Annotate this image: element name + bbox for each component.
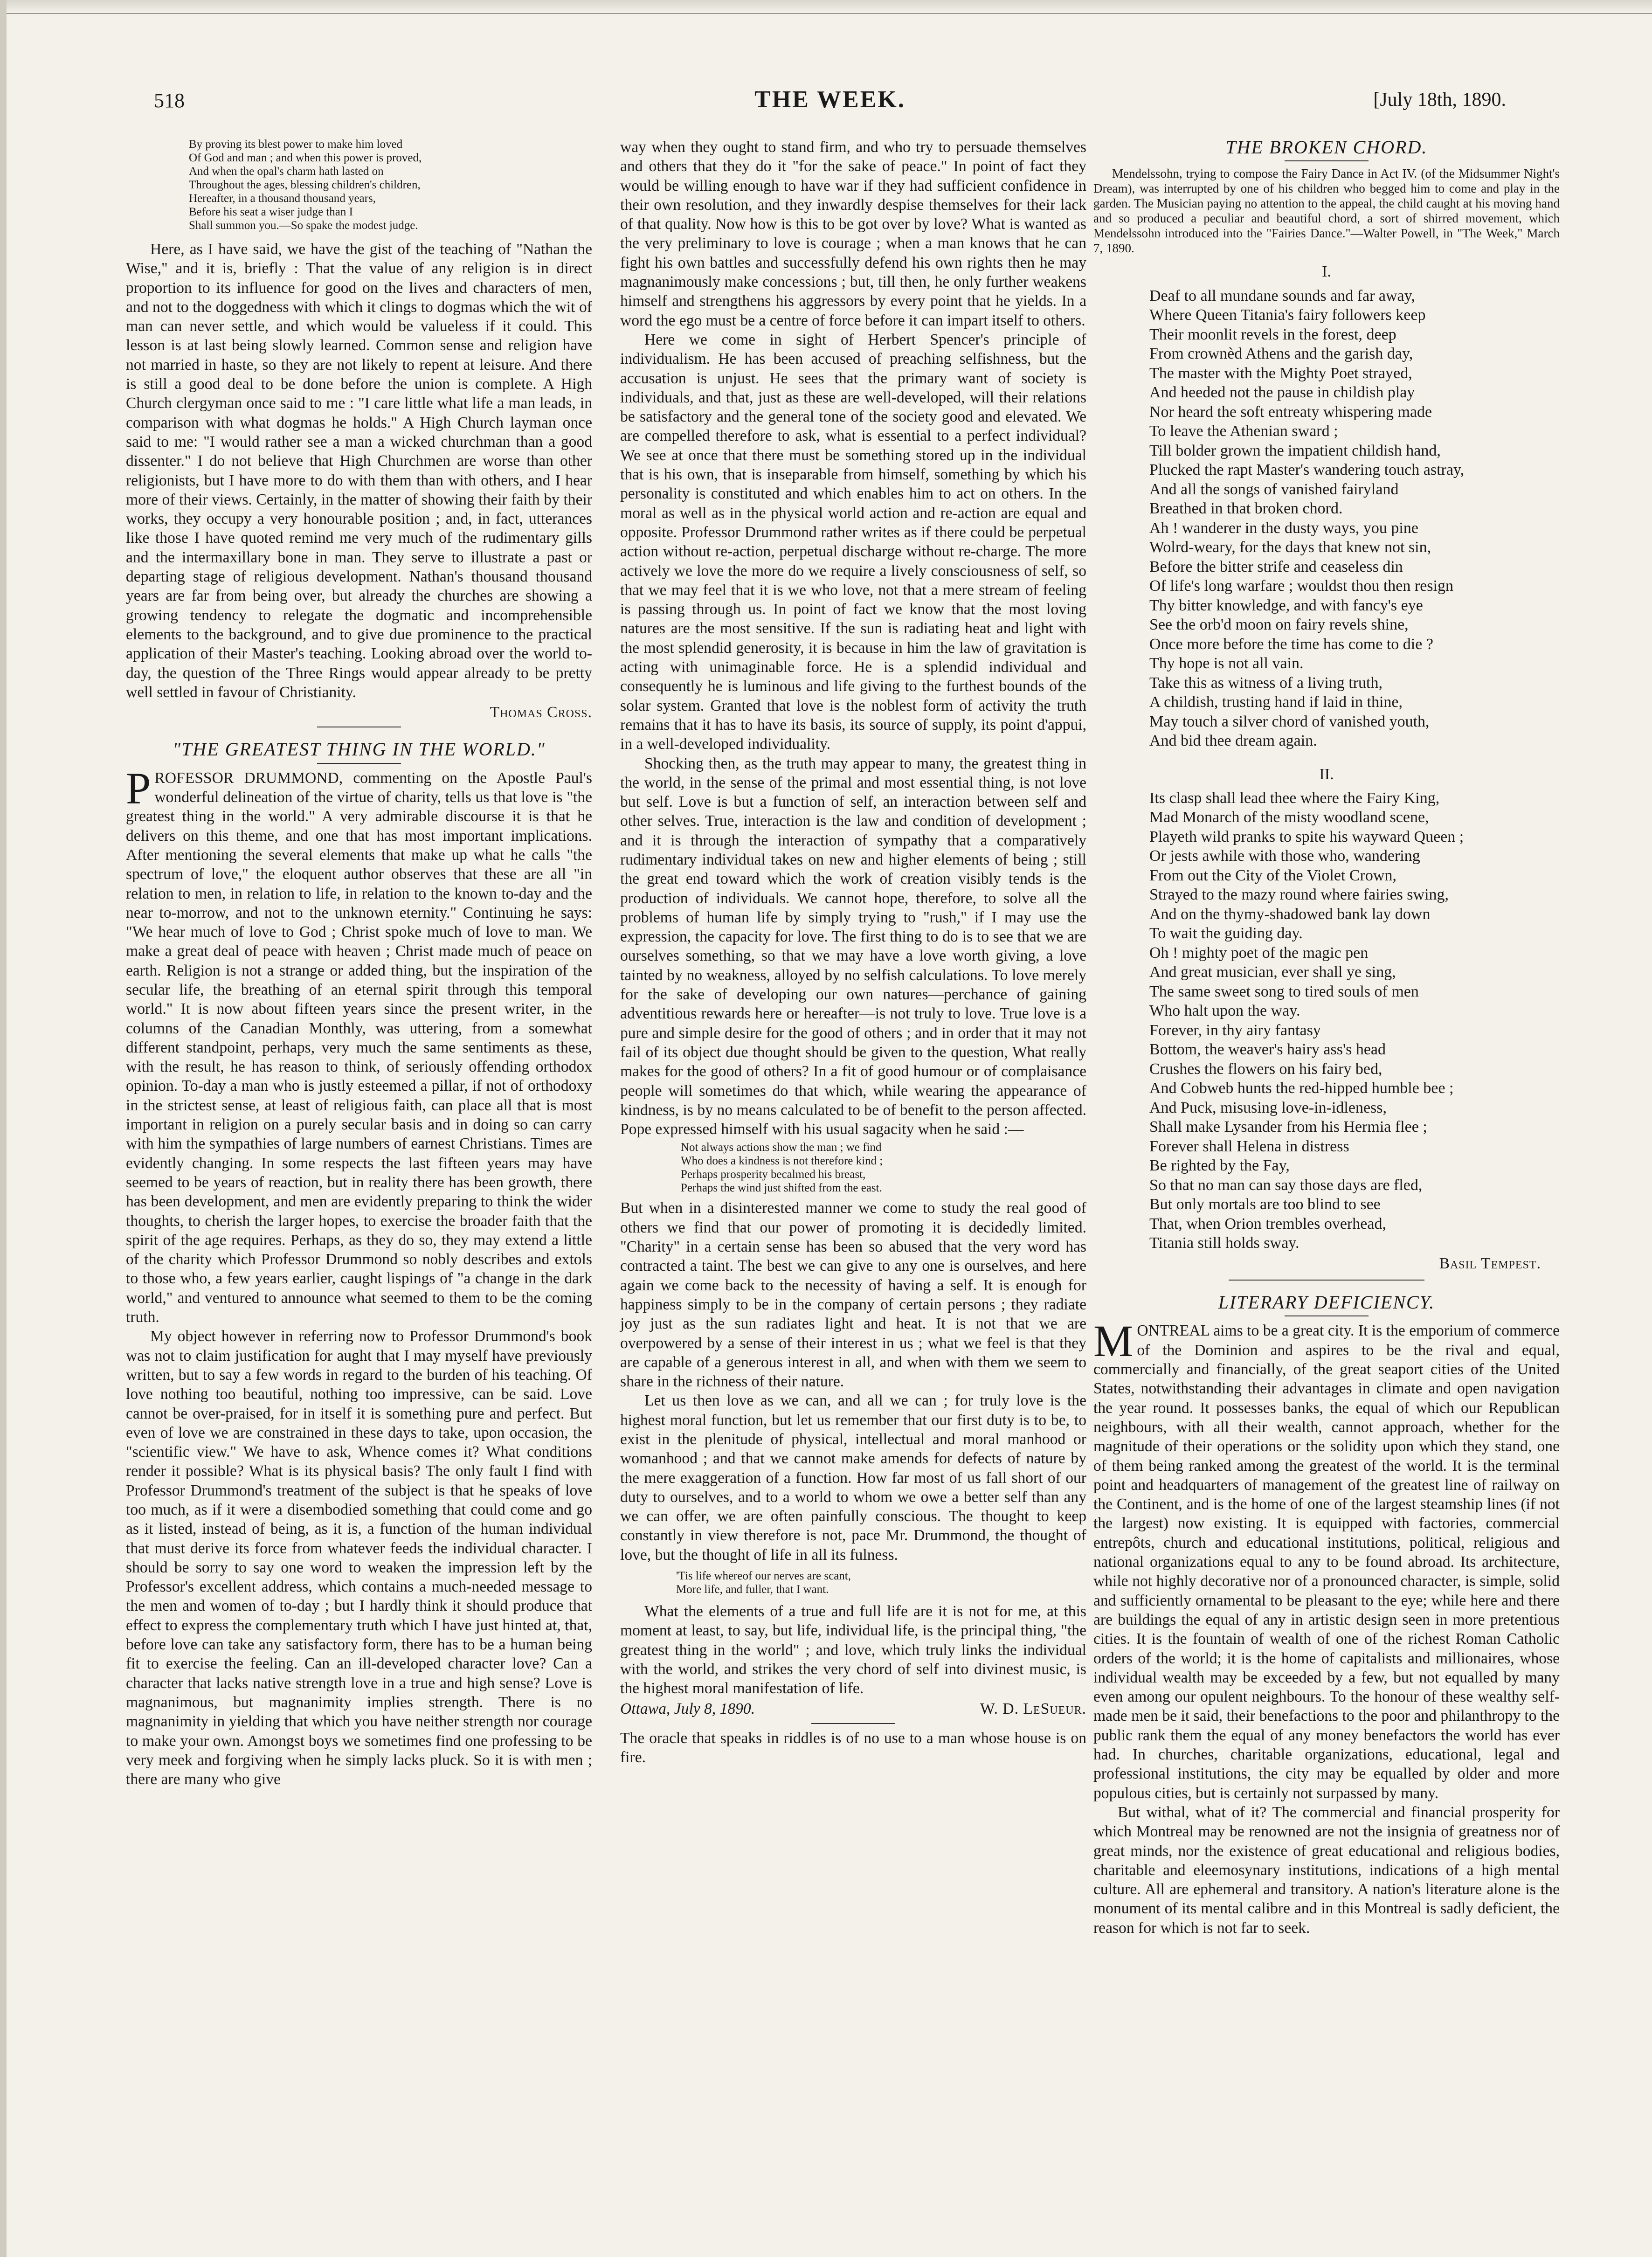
column-3 xyxy=(1093,138,1560,1938)
drop-cap: P xyxy=(126,763,151,813)
verse-line: Oh ! mighty poet of the magic pen xyxy=(1149,944,1369,962)
quote-line: More life, and fuller, that I want. xyxy=(676,1583,829,1596)
poem-line: And when the opal's charm hath lasted on xyxy=(189,165,384,178)
verse-line: And Cobweb hunts the red-hipped humble bee ; xyxy=(1149,1080,1454,1097)
author-name: Basil Tempest. xyxy=(1439,1254,1541,1272)
drop-cap: M xyxy=(1093,1316,1134,1366)
poem-line: Of God and man ; and when this power is proved, xyxy=(189,152,422,164)
article-paragraph: Shocking then, as the truth may appear to many, the greatest thing in the world, in the sense of the primal and most essential thing, is not love but self. Love is but a function of self, an interaction between self and other selves. True, interaction is the law and condition of development ; and it is through the interaction of sympathy that a comparatively rudimentary individual takes on new and higher elements of being ; still the great end toward which the work of creation visibly tends is the production of individuals. We cannot hope, therefore, to solve all the problems of human life by simply trying to "rush," if I may use the expression, the capacity for love. The first thing to do is to see that we are ourselves something, so that we may have a love worth giving, a love tainted by no weakness, alloyed by no selfish calculations. To love merely for the sake of developing our own natures—perchance of gaining adventitious rewards here or hereafter—is not truly to love. True love is a pure and simple desire for the good of others ; and in order that it may not fail of its object due thought should be given to the question, What really makes for the good of others? In a fit of good humour or of complaisance people will sometimes do that which, while wearing the appearance of kindness, is by no means calculated to be of benefit to the person affected. Pope expressed himself with his usual sagacity when he said :— xyxy=(620,755,1086,1138)
verse-line: From out the City of the Violet Crown, xyxy=(1149,866,1396,884)
poem-line: By proving its blest power to make him loved xyxy=(189,138,403,151)
poem-part-2 xyxy=(1149,789,1560,1253)
verse-line: And all the songs of vanished fairyland xyxy=(1149,480,1399,498)
closing-note: The oracle that speaks in riddles is of no use to a man whose house is on fire. xyxy=(620,1729,1086,1766)
verse-line: Where Queen Titania's fairy followers keep xyxy=(1149,306,1426,324)
pope-quotation xyxy=(681,1141,1086,1195)
author-signature xyxy=(1093,1254,1541,1273)
article-signature xyxy=(620,1699,1086,1718)
article-paragraph xyxy=(126,763,592,1327)
verse-line: May touch a silver chord of vanished youth, xyxy=(1149,713,1430,730)
verse-line: Once more before the time has come to die ? xyxy=(1149,635,1433,653)
part-numeral: II. xyxy=(1319,765,1334,783)
verse-line: Thy bitter knowledge, and with fancy's eye xyxy=(1149,596,1423,614)
verse-line: The same sweet song to tired souls of men xyxy=(1149,983,1419,1000)
verse-line: Wolrd-weary, for the days that knew not sin, xyxy=(1149,539,1431,556)
verse-line: Deaf to all mundane sounds and far away, xyxy=(1149,287,1415,305)
title-rule xyxy=(1285,1315,1369,1316)
verse-line: Ah ! wanderer in the dusty ways, you pine xyxy=(1149,519,1418,537)
verse-line: Their moonlit revels in the forest, deep xyxy=(1149,325,1396,343)
title-rule xyxy=(317,763,401,764)
opening-poem xyxy=(189,138,592,232)
verse-line: A childish, trusting hand if laid in thine, xyxy=(1149,693,1403,711)
page-top-edge xyxy=(0,0,1652,14)
verse-line: Thy hope is not all vain. xyxy=(1149,655,1304,672)
verse-line: Bottom, the weaver's hairy ass's head xyxy=(1149,1041,1386,1059)
verse-line: Mad Monarch of the misty woodland scene, xyxy=(1149,809,1429,826)
poem-line: Shall summon you.—So spake the modest judge. xyxy=(189,219,418,232)
quote-line: Perhaps prosperity becalmed his breast, xyxy=(681,1168,866,1181)
verse-line: Crushes the flowers on his fairy bed, xyxy=(1149,1060,1382,1078)
journal-title: THE WEEK. xyxy=(754,86,905,113)
life-quotation xyxy=(676,1569,1086,1596)
article-title: "THE GREATEST THING IN THE WORLD." xyxy=(173,739,546,760)
verse-line: The master with the Mighty Poet strayed, xyxy=(1149,364,1412,382)
section-divider xyxy=(811,1723,895,1724)
poem-line: Before his seat a wiser judge than I xyxy=(189,206,353,218)
verse-line: Its clasp shall lead thee where the Fairy King, xyxy=(1149,789,1440,807)
verse-line: And heeded not the pause in childish play xyxy=(1149,384,1415,402)
verse-line: But only mortals are too blind to see xyxy=(1149,1196,1381,1213)
page-number: 518 xyxy=(154,89,185,112)
paragraph-text: ONTREAL aims to be a great city. It is the emporium of commerce of the Dominion and aspires to be the rival and equal, commercially and financially, of the great seaport cities of the United States, notwithstanding their advantages in climate and open navigation the year round. It possesses banks, the equal of which our Republican neighbours, with all their wealth, cannot approach, whether for the magnitude of their operations or the solidity upon which they stand, one of them being ranked among the greatest of the world. It is the terminal point and headquarters of management of the greatest line of railway on the Continent, and is the home of one of the largest steamship lines (if not the largest) now existing. It is equipped with factories, commercial entrepôts, church and educational institutions, political, religious and national organizations equal to any to be found abroad. Its architecture, while not highly decorative nor of a pronounced character, is simple, solid and sufficiently ornamental to be pleasant to the eye; while here and there are buildings the equal of any in artistic design seen in more pretentious cities. It is the fountain of wealth of one of the richest Roman Catholic orders of the world; it is the home of capitalists and millionaires, whose individual wealth may be exceeded by a few, but not equalled by many even among our opulent neighbours. To the honour of these wealthy self-made men be it said, their benefactions to the poor and philanthropy to the public rank them the equal of any money benefactors the world has ever had. In churches, charitable organizations, educational, legal and professional institutions, the city may be equalled by older and more populous cities, but is certainly not surpassed by many. xyxy=(1093,1322,1560,1802)
verse-line: And bid thee dream again. xyxy=(1149,732,1317,750)
part-numeral: I. xyxy=(1322,263,1331,281)
quote-line: Who does a kindness is not therefore kind ; xyxy=(681,1155,883,1168)
title-rule xyxy=(1285,160,1369,161)
place-date: Ottawa, July 8, 1890. xyxy=(620,1700,755,1717)
verse-line: And on the thymy-shadowed bank lay down xyxy=(1149,905,1431,923)
poem-part-1 xyxy=(1149,286,1560,751)
verse-line: Who halt upon the way. xyxy=(1149,1002,1300,1020)
verse-line: Till bolder grown the impatient childish hand, xyxy=(1149,442,1441,459)
verse-line: To leave the Athenian sward ; xyxy=(1149,422,1338,440)
verse-line: Or jests awhile with those who, wandering xyxy=(1149,847,1420,865)
quote-line: 'Tis life whereof our nerves are scant, xyxy=(676,1570,851,1583)
verse-line: That, when Orion trembles overhead, xyxy=(1149,1215,1386,1232)
author-signature xyxy=(126,703,592,722)
quote-line: Perhaps the wind just shifted from the east. xyxy=(681,1182,882,1195)
article-paragraph: Here we come in sight of Herbert Spencer's principle of individualism. He has been accused of preaching selfishness, but the accusation is unjust. He sees that the primary want of society is individuals, and that, just as these are well-developed, will their relations be satisfactory and the general tone of the society good and elevated. We are compelled therefore to ask, what is essential to a perfect individual? We see at once that there must be something stored up in the individual that is his own, that is inseparable from himself, something by which his personality is constituted and which enables him to act on others. In the moral as well as in the physical world action and re-action are equal and opposite. Professor Drummond rather writes as if there could be perpetual action without re-action, perpetual discharge without re-charge. The more actively we love the more do we require a lively consciousness of self, so that we may feel that it is we who love, not that a mere stream of feeling is passing through us. In point of fact we know that the most loving natures are the most sensitive. If the sun is radiating heat and light with the most splendid generosity, it is because in him the law of gravitation is acting with unimaginable force. He is a splendid individual and consequently he is luminous and life giving to the furthest bounds of the solar system. Granted that love is the noblest form of activity the truth remains that it has to have its basis, its source of supply, its point d'appui, in a well-developed individuality. xyxy=(620,331,1086,753)
poem-title: THE BROKEN CHORD. xyxy=(1225,137,1428,158)
verse-line: And great musician, ever shall ye sing, xyxy=(1149,963,1396,981)
column-2 xyxy=(620,138,1086,1767)
verse-line: Breathed in that broken chord. xyxy=(1149,500,1343,518)
verse-line: To wait the guiding day. xyxy=(1149,925,1303,942)
verse-line: And Puck, misusing love-in-idleness, xyxy=(1149,1099,1387,1116)
article-paragraph: Here, as I have said, we have the gist of the teaching of "Nathan the Wise," and it is, briefly : That the value of any religion is in direct proportion to its influence for good on the lives and characters of men, and not to the doggedness with which it clings to dogmas which the wit of man can never settle, and which would be valueless if it could. This lesson is at last being slowly learned. Common sense and religion have not married in haste, so they are not likely to repent at leisure. And there is still a good deal to be done before the union is complete. A High Church clergyman once said to me : "I care little what life a man leads, in comparison with what dogmas he holds." A High Church layman once said to me: "I would rather see a man a wicked churchman than a good dissenter." I do not believe that High Churchmen are worse than other religionists, but I have more to do with them than with others, and I hear more of their views. Certainly, in the matter of showing their faith by their works, they occupy a very honourable position ; and, in fact, utterances like those I have quoted remind me very much of the rudimentary gills and the intermaxillary bone in man. They serve to illustrate a past or departing stage of religious development. Nathan's thousand thousand years are far from being over, but already the churches are showing a growing tendency to relegate the dogmatic and incomprehensible elements to the background, and to give due prominence to the practical application of their Master's teaching. Looking abroad over the world to-day, the question of the Three Rings would appear already to be pretty well settled in favour of Christianity. xyxy=(126,241,592,701)
quote-line: Not always actions show the man ; we find xyxy=(681,1141,882,1154)
article-paragraph: Let us then love as we can, and all we can ; for truly love is the highest moral function, but let us remember that our first duty is to be, to exist in the plenitude of physical, intellectual and moral manhood or womanhood ; and that we cannot make amends for defects of nature by the mere exaggeration of a function. How far most of us fall short of our duty to ourselves, and to a world to whom we owe a better self than any we can offer, we are often painfully conscious. The thought to keep constantly in view therefore is not, pace Mr. Drummond, the thought of love, but the thought of life in all its fulness. xyxy=(620,1392,1086,1564)
verse-line: Be righted by the Fay, xyxy=(1149,1157,1290,1175)
verse-line: From crownèd Athens and the garish day, xyxy=(1149,345,1413,363)
article-title: LITERARY DEFICIENCY. xyxy=(1218,1292,1435,1313)
section-divider xyxy=(1229,1280,1424,1281)
article-paragraph xyxy=(1093,1316,1560,1802)
poem-line: Hereafter, in a thousand thousand years, xyxy=(189,192,376,205)
verse-line: Before the bitter strife and ceaseless din xyxy=(1149,558,1403,575)
author-name: W. D. LeSueur. xyxy=(980,1700,1086,1717)
verse-line: Nor heard the soft entreaty whispering made xyxy=(1149,403,1432,421)
article-paragraph: What the elements of a true and full life are it is not for me, at this moment at least, to say, but life, individual life, is the principal thing, "the greatest thing in the world" ; and love, which truly links the individual with the world, and strikes the very chord of self into divinest music, is the highest moral manifestation of life. xyxy=(620,1603,1086,1697)
verse-line: Forever, in thy airy fantasy xyxy=(1149,1021,1321,1039)
article-paragraph: My object however in referring now to Professor Drummond's book was not to claim justification for aught that I may myself have previously written, but to say a few words in regard to the burden of his teaching. Of love nothing too beautiful, nothing too impressive, can be said. Love cannot be over-praised, for in itself it is something pure and perfect. But even of love we are constrained in these days to take, upon occasion, the "scientific view." We have to ask, Whence comes it? What conditions render it possible? What is its physical basis? The only fault I find with Professor Drummond's treatment of the subject is that he speaks of love too much, as if it were a disembodied something that could come and go as it listed, instead of being, as it is, a function of the human individual that must derive its force from whatever feeds the individual character. I should be sorry to say one word to weaken the impression left by the Professor's excellent address, which contains a much-needed message to the men and women of to-day ; but I hardly think it should produce that effect to express the complementary truth which I have just hinted at, that, before love can take any satisfactory form, there has to be a human being fit to exercise the feeling. Can an ill-developed character love? Can a character that lacks native strength love in a true and high sense? Love is magnanimous, but magnanimity implies strength. There is no magnanimity in yielding that which you have neither strength nor courage to make your own. Amongst boys we sometimes find one professing to be very meek and forgiving when he simply lacks pluck. So it is with men ; there are many who give xyxy=(126,1328,592,1788)
article-paragraph: But withal, what of it? The commercial and financial prosperity for which Montreal may be renowned are not the insignia of greatness nor of great minds, nor the existence of great educational and religious bodies, charitable and eleemosynary institutions, indications of a high mental culture. All are ephemeral and transitory. A nation's literature alone is the monument of its mental calibre and in this Montreal is sadly deficient, the reason for which is not far to seek. xyxy=(1093,1803,1560,1937)
verse-line: See the orb'd moon on fairy revels shine, xyxy=(1149,616,1409,634)
article-paragraph: way when they ought to stand firm, and who try to persuade themselves and others that they do it "for the sake of peace." In point of fact they would be willing enough to have war if they had sufficient confidence in their own resolution, and they inwardly despise themselves for their lack of that quality. Now how is this to be got over by love? What is wanted as the very preliminary to love is courage ; when a man knows that he can fight his own battles and successfully defend his own rights then he may magnanimously make concessions ; but, till then, he only further weakens himself and strengthens his aggressors by every point that he yields. In a word the ego must be a centre of force before it can impart itself to others. xyxy=(620,138,1086,329)
article-paragraph: But when in a disinterested manner we come to study the real good of others we find that our power of promoting it is decidedly limited. "Charity" in a certain sense has been so abused that the very word has contracted a taint. The best we can give to any one is ourselves, and here again we come back to the necessity of having a self. It is enough for happiness simply to be in the company of certain persons ; they radiate joy just as the sun radiates light and heat. It is not that we are overpowered by a sense of their interest in us ; what we feel is that they are capable of a generous interest in all, and when with them we seem to share in the richness of their nature. xyxy=(620,1199,1086,1391)
poem-preface: Mendelssohn, trying to compose the Fairy Dance in Act IV. (of the Midsummer Night's Dream), was interrupted by one of his children who begged him to come and play in the garden. The Musician paying no attention to the appeal, the child caught at his moving hand and so produced a peculiar and beautiful chord, a sort of shirred movement, which Mendelssohn introduced into the "Fairies Dance."—Walter Powell, in "The Week," March 7, 1890. xyxy=(1093,166,1560,256)
verse-line: So that no man can say those days are fled, xyxy=(1149,1176,1423,1194)
page-header xyxy=(154,86,1506,121)
verse-line: Titania still holds sway. xyxy=(1149,1234,1299,1252)
verse-line: Strayed to the mazy round where fairies swing, xyxy=(1149,886,1449,904)
poem-line: Throughout the ages, blessing children's children, xyxy=(189,179,421,191)
verse-line: Forever shall Helena in distress xyxy=(1149,1137,1349,1155)
verse-line: Playeth wild pranks to spite his wayward Queen ; xyxy=(1149,828,1464,845)
verse-line: Of life's long warfare ; wouldst thou then resign xyxy=(1149,577,1453,595)
author-name: Thomas Cross. xyxy=(490,704,592,721)
issue-date: [July 18th, 1890. xyxy=(1373,89,1506,111)
verse-line: Plucked the rapt Master's wandering touch astray, xyxy=(1149,461,1465,479)
paragraph-text: ROFESSOR DRUMMOND, commenting on the Apostle Paul's wonderful delineation of the virtue of charity, tells us that love is "the greatest thing in the world." A very admirable discourse it is that he delivers on this theme, and one that has most important implications. After mentioning the several elements that make up what he calls "the spectrum of love," the eloquent author observes that these are all "in relation to men, in relation to life, in relation to the known to-day and the near to-morrow, and not to the unknown eternity." Continuing he says: "We hear much of love to God ; Christ spoke much of love to man. We make a great deal of peace with heaven ; Christ made much of peace on earth. Religion is not a strange or added thing, but the inspiration of the secular life, the breathing of an eternal spirit through this temporal world." It is now about fifteen years since the present writer, in the columns of the Canadian Monthly, was uttering, from a somewhat different standpoint, perhaps, very much the same sentiments as these, with the result, he has reason to think, of seriously offending orthodox opinion. To-day a man who is justly esteemed a pillar, if not of orthodoxy in the strictest sense, at least of religious faith, can place all that is most important in religion on a purely secular basis and in doing so can carry with him the sympathies of large numbers of earnest Christians. Times are evidently changing. In some respects the last fifteen years may have seemed to be years of reaction, but in reality there has been growth, there has been development, and men are evidently preparing to think the wider thoughts, to cherish the larger hopes, to exercise the broader faith that the spirit of the age requires. Perhaps, as they do so, they may extend a little of the charity which Professor Drummond so nobly describes and extols to those who, a few years earlier, caught lispings of "a change in the dark world," and ventured to announce what seemed to them to be the coming truth. xyxy=(126,769,592,1326)
page-binding-edge xyxy=(0,0,7,2257)
column-1 xyxy=(126,138,592,1789)
verse-line: Take this as witness of a living truth, xyxy=(1149,674,1382,692)
verse-line: Shall make Lysander from his Hermia flee ; xyxy=(1149,1118,1427,1136)
